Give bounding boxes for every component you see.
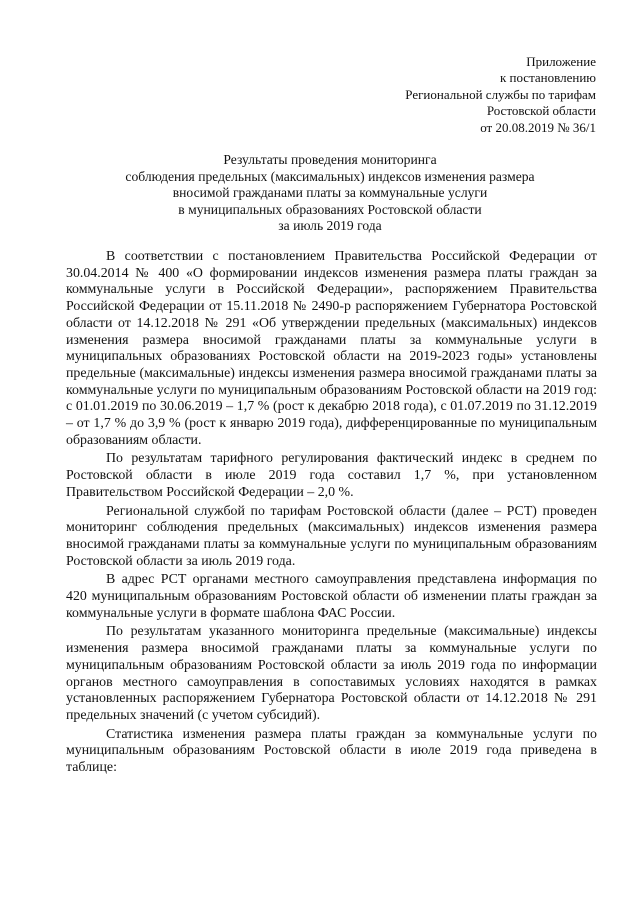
paragraph-statistics-intro: Статистика изменения размера платы граждан за коммунальные услуги по муниципальным образованиям Ростовской области в июле 2019 года приведена в таблице: — [66, 726, 597, 776]
paragraph-results: По результатам указанного мониторинга предельные (максимальные) индексы изменения размера вносимой гражданами платы за коммунальные услуги по муниципальным образованиям Ростовской области за июль 2019 года по информации органов местного самоуправления в сопоставимых условиях находятся в рамках установленных распоряжением Губернатора Ростовской области от 14.12.2018 № 291 предельных значений (с учетом субсидий). — [66, 624, 597, 723]
title-line: за июль 2019 года — [278, 218, 382, 234]
appendix-line: Ростовской области — [486, 103, 596, 119]
appendix-line: к постановлению — [499, 70, 596, 86]
appendix-line: Региональной службы по тарифам — [405, 86, 596, 102]
appendix-date-number: от 20.08.2019 № 36/1 — [480, 119, 596, 135]
title-line: вносимой гражданами платы за коммунальные услуги — [172, 185, 488, 201]
title-line: Результаты проведения мониторинга — [223, 152, 437, 167]
title-line: соблюдения предельных (максимальных) индексов изменения размера — [125, 168, 535, 184]
paragraph-monitoring: Региональной службой по тарифам Ростовской области (далее – РСТ) проведен мониторинг соблюдения предельных (максимальных) индексов изменения размера вносимой гражданами платы за коммунальные услуги по муниципальным образованиям Ростовской области за июль 2019 года. — [66, 503, 597, 569]
appendix-line: Приложение — [526, 54, 596, 69]
title-line: в муниципальных образованиях Ростовской области — [178, 201, 482, 217]
document-body — [66, 249, 597, 779]
paragraph-information-received: В адрес РСТ органами местного самоуправления представлена информация по 420 муниципальным образованиям Ростовской области об изменении платы граждан за коммунальные услуги в формате шаблона ФАС России. — [66, 572, 597, 621]
paragraph-actual-index: По результатам тарифного регулирования фактический индекс в среднем по Ростовской области в июле 2019 года составил 1,7 %, при установленном Правительством Российской Федерации – 2,0 %. — [66, 451, 597, 500]
paragraph-legal-basis: В соответствии с постановлением Правительства Российской Федерации от 30.04.2014 № 400 «О формировании индексов изменения размера платы граждан за коммунальные услуги в Российской Федерации», распоряжением Правительства Российской Федерации от 15.11.2018 № 2490-р распоряжением Губернатора Ростовской области от 14.12.2018 № 291 «Об утверждении предельных (максимальных) индексов изменения размера вносимой гражданами платы за коммунальные услуги в муниципальных образованиях Ростовской области на 2019-2023 годы» установлены предельные (максимальные) индексы изменения размера вносимой гражданами платы за коммунальные услуги по муниципальным образованиям Ростовской области на 2019 год: с 01.01.2019 по 30.06.2019 – 1,7 % (рост к декабрю 2018 года), с 01.07.2019 по 31.12.2019 – от 1,7 % до 3,9 % (рост к январю 2019 года), дифференцированные по муниципальным образованиям области. — [66, 249, 597, 448]
document-title — [60, 152, 600, 235]
appendix-header — [296, 54, 596, 136]
